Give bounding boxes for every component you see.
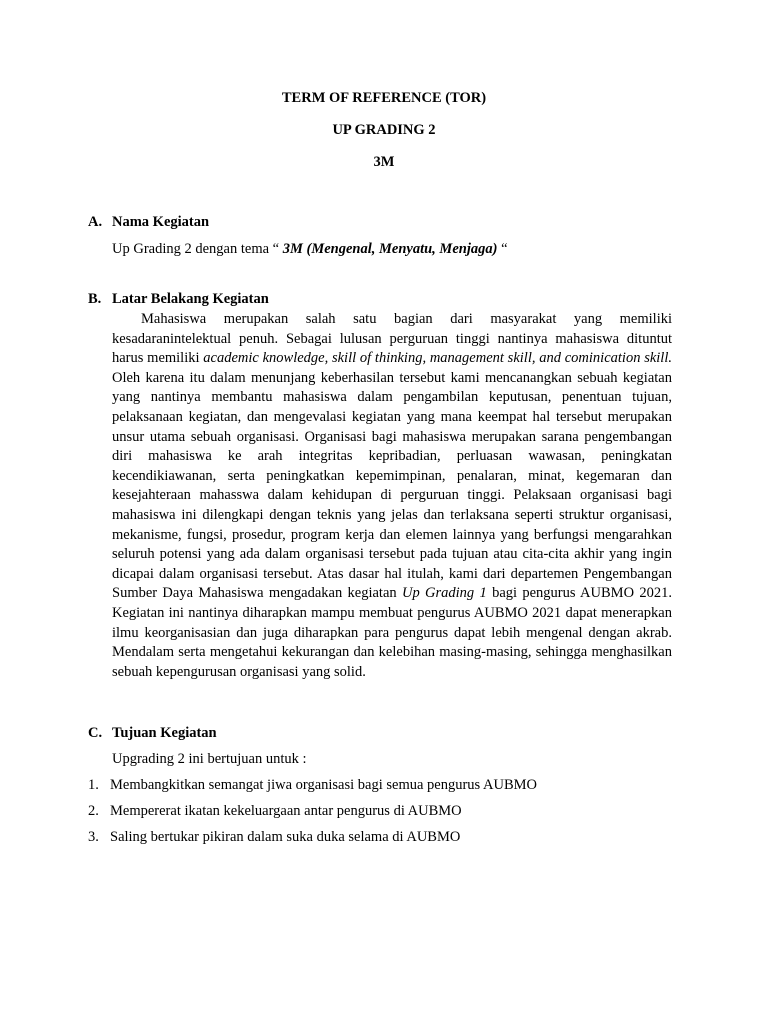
activity-theme: 3M (Mengenal, Menyatu, Menjaga) (282, 241, 498, 257)
section-heading (88, 290, 680, 308)
section-letter: B. (88, 291, 102, 307)
section-tujuan-kegiatan (88, 724, 680, 846)
list-number: 3. (88, 829, 99, 845)
list-item (88, 828, 680, 846)
document-code: 3M (373, 154, 395, 170)
list-text: Mempererat ikatan kekeluargaan antar pengurus di AUBMO (110, 803, 462, 819)
list-number: 1. (88, 777, 99, 793)
section-letter: A. (88, 214, 103, 230)
objectives-list (88, 776, 680, 846)
paragraph-italic-skills: academic knowledge, skill of thinking, management skill, and cominication skill. (203, 350, 672, 367)
section-heading (88, 724, 680, 742)
section-nama-kegiatan (88, 213, 680, 258)
paragraph-text: Mahasiswa merupakan salah satu bagian dari masyarakat yang memiliki kesadaranintelektual penuh. Sebagai lulusan perguruan tinggi nantinya mahasiswa dituntut harus memiliki (112, 311, 672, 367)
list-number: 2. (88, 803, 99, 819)
activity-name-prefix: Up Grading 2 dengan tema “ (112, 241, 283, 257)
document-subtitle: UP GRADING 2 (332, 122, 436, 138)
section-latar-belakang (88, 290, 680, 682)
activity-name-text (112, 240, 672, 258)
objectives-intro: Upgrading 2 ini bertujuan untuk : (112, 751, 307, 767)
paragraph-italic-upgrading: Up Grading 1 (401, 585, 487, 602)
section-letter: C. (88, 725, 103, 741)
section-heading (88, 213, 680, 231)
paragraph-text: Oleh karena itu dalam menunjang keberhasilan tersebut kami mencanangkan sebuah kegiatan yang nantinya membantu mahasiswa dalam pengambilan keputusan, penentuan tujuan, pelaksanaan kegiatan, dan mengevalasi kegiatan yang mana keempat hal tersebut merupakan unsur utama sebuah organisasi. Organisasi bagi mahasiswa merupakan sarana pengembangan diri mahasiswa ke arah integritas kepribadian, perluasan wawasan, peningkatan kecendikiawanan, serta peningkatkan kepemimpinan, penalaran, minat, kegemaran dan kesejahteraan mahasswa dalam kehidupan di perguruan tinggi. Pelaksaan organisasi bagi mahasiswa ini dilengkapi dengan teknis yang jelas dan terlaksana seperti struktur organisasi, mekanisme, fungsi, prosedur, program kerja dan elemen lainnya yang berfungsi mengarahkan seluruh potensi yang ada dalam organisasi tersebut pada tujuan atau cita-cita akhir yang ingin dicapai dalam organisasi tersebut. Atas dasar hal itulah, kami dari departemen Pengembangan Sumber Daya Mahasiswa mengadakan kegiatan (112, 369, 672, 602)
activity-name-suffix: “ (497, 241, 508, 257)
list-item (88, 776, 680, 794)
list-item (88, 802, 680, 820)
paragraph-text: bagi pengurus AUBMO 2021. Kegiatan ini nantinya diharapkan mampu membuat pengurus AUBMO 2021 dapat menerapkan ilmu keorganisasian dan juga diharapkan para pengurus dapat lebih mengenal dengan akrab. Mendalam serta mengetahui kekurangan dan kelebihan masing-masing, sehingga menghasilkan sebuah kepengurusan organisasi yang solid. (112, 585, 672, 680)
section-title: Tujuan Kegiatan (112, 725, 217, 741)
list-text: Saling bertukar pikiran dalam suka duka selama di AUBMO (110, 829, 461, 845)
background-paragraph (112, 310, 672, 682)
section-title: Latar Belakang Kegiatan (112, 291, 269, 307)
section-title: Nama Kegiatan (112, 214, 210, 230)
list-text: Membangkitkan semangat jiwa organisasi bagi semua pengurus AUBMO (110, 777, 538, 793)
document-title: TERM OF REFERENCE (TOR) (281, 90, 487, 106)
